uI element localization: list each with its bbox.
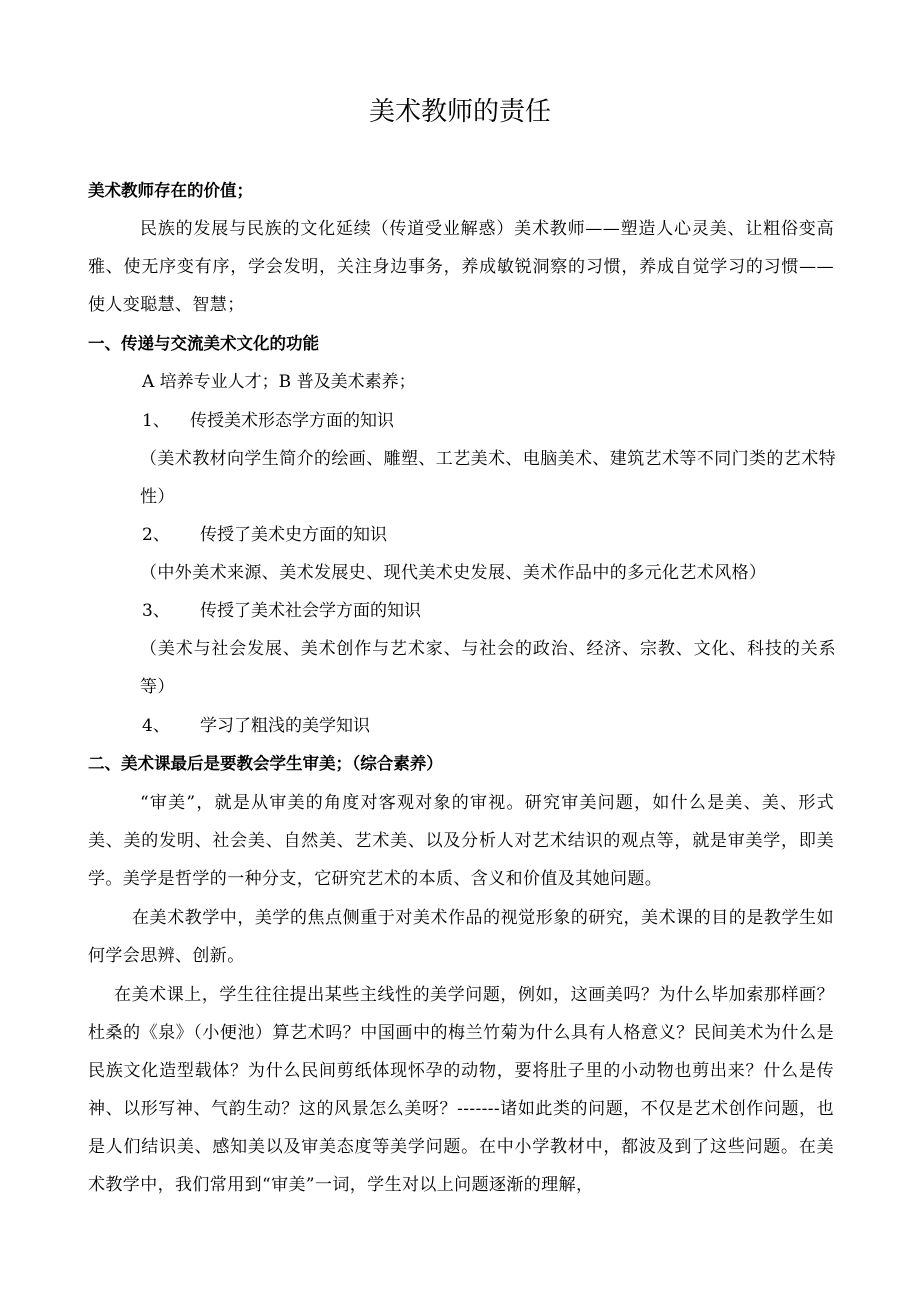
section-two-paragraph-3: 在美术课上，学生往往提出某些主线性的美学问题，例如，这画美吗？为什么毕加索那样画？杜桑的《泉》（小便池）算艺术吗？中国画中的梅兰竹菊为什么具有人格意义？民间美术为什么是民族文化造型载体？为什么民间剪纸体现怀孕的动物，要将肚子里的小动物也剪出来？什么是传神、以形写神、气韵生动？这的风景怎么美呀？-------诸如此类的问题，不仅是艺术创作问题，也是人们结识美、感知美以及审美态度等美学问题。在中小学教材中，都波及到了这些问题。在美术教学中，我们常用到“审美”一词，学生对以上问题逐渐的理解，	[88, 985, 834, 1195]
section-two-heading: 二、美术课最后是要教会学生审美；（综合素养）	[88, 754, 443, 773]
section-value-paragraph: 民族的发展与民族的文化延续（传道受业解惑）美术教师——塑造人心灵美、让粗俗变高雅、使无序变有序，学会发明，关注身边事务，养成敏锐洞察的习惯，养成自觉学习的习惯——使人变聪慧、智慧；	[88, 219, 834, 315]
section-value-heading: 美术教师存在的价值；	[88, 181, 253, 200]
document-title: 美术教师的责任	[368, 97, 551, 127]
section-two-paragraph-2: 在美术教学中，美学的焦点侧重于对美术作品的视觉形象的研究，美术课的目的是教学生如何学会思辨、创新。	[88, 908, 834, 966]
list-item-text: 传授了美术史方面的知识	[200, 525, 387, 545]
section-two-paragraph-1: “审美”，就是从审美的角度对客观对象的审视。研究审美问题，如什么是美、美、形式美、美的发明、社会美、自然美、艺术美、以及分析人对艺术结识的观点等，就是审美学，即美学。美学是哲学的一种分支，它研究艺术的本质、含义和价值及其她问题。	[88, 793, 834, 889]
list-item-number: 3、	[142, 601, 170, 621]
list-item-3	[142, 598, 421, 624]
list-item-text: 学习了粗浅的美学知识	[200, 716, 370, 736]
list-item-1-note: （美术教材向学生简介的绘画、雕塑、工艺美术、电脑美术、建筑艺术等不同门类的艺术特性）	[140, 449, 836, 507]
list-item-number: 4、	[142, 716, 170, 736]
list-item-3-note: （美术与社会发展、美术创作与艺术家、与社会的政治、经济、宗教、文化、科技的关系等）	[140, 639, 836, 697]
list-item-number: 2、	[142, 525, 170, 545]
list-item-2-note: （中外美术来源、美术发展史、现代美术史发展、美术作品中的多元化艺术风格）	[140, 563, 767, 583]
list-item-text: 传授了美术社会学方面的知识	[200, 601, 421, 621]
list-item-text: 传授美术形态学方面的知识	[190, 411, 394, 431]
list-item-number: 1、	[142, 411, 170, 431]
list-item-1	[142, 408, 394, 434]
list-item-4	[142, 713, 370, 739]
section-one-heading: 一、传递与交流美术文化的功能	[88, 334, 319, 353]
section-one-intro: A 培养专业人才；B 普及美术素养；	[142, 372, 416, 392]
list-item-2	[142, 522, 387, 548]
